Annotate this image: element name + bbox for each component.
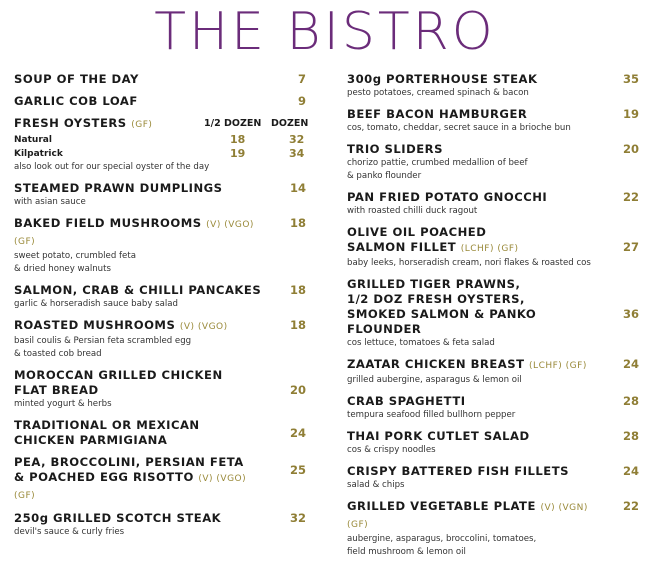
- menu-item-name: [14, 72, 306, 87]
- menu-item: [347, 225, 639, 270]
- oyster-label: Natural: [14, 135, 52, 145]
- menu-item-price: 20: [289, 383, 306, 397]
- menu-item-price: 24: [622, 464, 639, 478]
- description-line: basil coulis & Persian feta scrambled egg: [14, 336, 192, 346]
- menu-item-description: [347, 533, 639, 559]
- menu-item: [14, 72, 306, 87]
- menu-item-name-line: ZAATAR CHICKEN BREAST (LCHF) (GF): [347, 357, 587, 371]
- menu-item-name: [347, 499, 639, 533]
- menu-item: [14, 418, 306, 448]
- menu-item: [347, 429, 639, 457]
- menu-item-price: 22: [622, 190, 639, 204]
- description-line: cos & crispy noodles: [347, 445, 436, 455]
- description-line: cos lettuce, tomatoes & feta salad: [347, 338, 495, 348]
- dietary-tags: (LCHF) (GF): [529, 361, 587, 371]
- oyster-col-dozen: DOZEN: [271, 118, 309, 129]
- menu-title: THE BISTRO: [154, 2, 496, 62]
- menu-item-name-line: BEEF BACON HAMBURGER: [347, 107, 528, 121]
- description-line: minted yogurt & herbs: [14, 399, 112, 409]
- menu-item-name-line: TRIO SLIDERS: [347, 142, 443, 156]
- menu-item-price: 18: [289, 318, 306, 332]
- dietary-tags: (GF): [131, 120, 153, 130]
- menu-item-name: [14, 216, 306, 250]
- menu-item-name-line: SOUP OF THE DAY: [14, 72, 139, 86]
- dietary-tags: (V) (VGO) (GF): [14, 220, 254, 247]
- menu-item: [347, 142, 639, 183]
- menu-item-name-line: STEAMED PRAWN DUMPLINGS: [14, 181, 223, 195]
- menu-item-price: 18: [289, 216, 306, 230]
- menu-item-name: [14, 181, 306, 196]
- menu-item-description: [14, 298, 306, 311]
- menu-item: [347, 357, 639, 387]
- description-line: grilled aubergine, asparagus & lemon oil: [347, 375, 522, 385]
- menu-item-name-line: CHICKEN PARMIGIANA: [14, 433, 168, 447]
- dietary-tags: (V) (VGN) (GF): [347, 503, 588, 530]
- menu-item-name-line: FLAT BREAD: [14, 383, 99, 397]
- description-line: with asian sauce: [14, 197, 86, 207]
- menu-item: [14, 455, 306, 504]
- menu-item-name-line: SALMON, CRAB & CHILLI PANCAKES: [14, 283, 262, 297]
- menu-item-name: [14, 283, 306, 298]
- menu-item-price: 9: [297, 94, 306, 108]
- menu-item: [347, 72, 639, 100]
- menu-item: [14, 318, 306, 361]
- dietary-tags: (LCHF) (GF): [460, 244, 519, 254]
- right-menu-column: [347, 72, 639, 566]
- menu-item-description: [347, 205, 639, 218]
- description-line: aubergine, asparagus, broccolini, tomatoes,: [347, 534, 537, 544]
- menu-item-name: [347, 190, 639, 205]
- menu-item-name-line: PEA, BROCCOLINI, PERSIAN FETA: [14, 455, 244, 469]
- menu-item-price: 32: [289, 511, 306, 525]
- menu-item-name: [347, 225, 639, 257]
- menu-item-price: 35: [622, 72, 639, 86]
- menu-item-price: 24: [289, 425, 306, 440]
- menu-item-price: 20: [622, 142, 639, 156]
- menu-item-name: [347, 357, 639, 374]
- menu-item: [347, 107, 639, 135]
- description-line: baby leeks, horseradish cream, nori flakes & roasted cos: [347, 258, 591, 268]
- menu-item-name-line: SALMON FILLET (LCHF) (GF): [347, 240, 519, 254]
- menu-item-name-line: BAKED FIELD MUSHROOMS (V) (VGO) (GF): [14, 216, 254, 247]
- menu-item-description: [347, 409, 639, 422]
- menu-item-description: [347, 374, 639, 387]
- menu-item-price: 24: [622, 357, 639, 371]
- left-menu-column: [14, 72, 309, 546]
- menu-item: [14, 216, 306, 276]
- menu-item-description: [347, 87, 639, 100]
- menu-item-price: 36: [622, 307, 639, 321]
- menu-item-price: 28: [622, 429, 639, 443]
- oyster-note: also look out for our special oyster of the day: [14, 162, 210, 172]
- description-line: & panko flounder: [347, 171, 422, 181]
- menu-item-name-line: TRADITIONAL OR MEXICAN: [14, 418, 200, 432]
- description-line: pesto potatoes, creamed spinach & bacon: [347, 88, 529, 98]
- menu-item: [347, 499, 639, 559]
- menu-item: [14, 94, 306, 109]
- description-line: garlic & horseradish sauce baby salad: [14, 299, 178, 309]
- menu-item-price: 7: [297, 72, 306, 86]
- menu-item-price: 18: [289, 283, 306, 297]
- menu-item-name-line: GARLIC COB LOAF: [14, 94, 138, 108]
- menu-item-name: [14, 368, 306, 398]
- menu-item-name-line: MOROCCAN GRILLED CHICKEN: [14, 368, 223, 382]
- description-line: field mushroom & lemon oil: [347, 547, 466, 557]
- menu-item: [347, 277, 639, 350]
- description-line: salad & chips: [347, 480, 405, 490]
- menu-item-name-line: CRISPY BATTERED FISH FILLETS: [347, 464, 569, 478]
- menu-item-description: [347, 257, 639, 270]
- menu-item-name: [347, 464, 639, 479]
- menu-item-description: [14, 196, 306, 209]
- menu-item-description: [347, 444, 639, 457]
- menu-item: [14, 283, 306, 311]
- menu-item-price: 27: [622, 240, 639, 254]
- menu-item: [14, 116, 309, 174]
- menu-item-name: [347, 72, 639, 87]
- description-line: cos, tomato, cheddar, secret sauce in a brioche bun: [347, 123, 571, 133]
- menu-item-name: [14, 455, 306, 504]
- menu-item: [14, 181, 306, 209]
- menu-item-name: [347, 277, 639, 337]
- menu-item-name: [347, 107, 639, 122]
- menu-item-name-line: 1/2 DOZ FRESH OYSTERS,: [347, 292, 525, 306]
- menu-item-name-line: 300g PORTERHOUSE STEAK: [347, 72, 538, 86]
- oyster-half-dozen-price: 18: [230, 133, 246, 146]
- menu-item-name: [347, 394, 639, 409]
- menu-item-name-line: THAI PORK CUTLET SALAD: [347, 429, 530, 443]
- menu-item: [347, 394, 639, 422]
- menu-item-description: [347, 122, 639, 135]
- description-line: chorizo pattie, crumbed medallion of beef: [347, 158, 528, 168]
- oyster-row: [14, 133, 306, 147]
- dietary-tags: (V) (VGO): [179, 322, 228, 332]
- menu-item-description: [14, 250, 306, 276]
- menu-item-description: [14, 526, 306, 539]
- menu-item-price: 22: [622, 499, 639, 513]
- menu-item-name: [347, 142, 639, 157]
- description-line: sweet potato, crumbled feta: [14, 251, 136, 261]
- description-line: tempura seafood filled bullhorn pepper: [347, 410, 516, 420]
- menu-item-name-line: & POACHED EGG RISOTTO (V) (VGO) (GF): [14, 470, 247, 501]
- description-line: & toasted cob bread: [14, 349, 102, 359]
- menu-item-name-line: GRILLED VEGETABLE PLATE (V) (VGN) (GF): [347, 499, 588, 530]
- menu-item-name: [14, 116, 309, 133]
- menu-item-name-line: GRILLED TIGER PRAWNS,: [347, 277, 521, 291]
- menu-item-price: 19: [622, 107, 639, 121]
- menu-item-description: [347, 479, 639, 492]
- menu-item-name: [14, 318, 306, 335]
- menu-item-name-line: ROASTED MUSHROOMS (V) (VGO): [14, 318, 228, 332]
- menu-item-name-line: SMOKED SALMON & PANKO FLOUNDER: [347, 307, 537, 336]
- description-line: & dried honey walnuts: [14, 264, 111, 274]
- menu-item-description: [347, 337, 639, 350]
- menu-item: [347, 464, 639, 492]
- menu-item-name-line: OLIVE OIL POACHED: [347, 225, 487, 239]
- menu-item-description: [347, 157, 639, 183]
- menu-item-name: [14, 418, 306, 448]
- oyster-half-dozen-price: 19: [230, 147, 246, 160]
- oyster-label: Kilpatrick: [14, 149, 63, 159]
- oyster-dozen-price: 32: [289, 133, 305, 146]
- menu-item-name-line: 250g GRILLED SCOTCH STEAK: [14, 511, 222, 525]
- menu-item-name: [14, 94, 306, 109]
- description-line: with roasted chilli duck ragout: [347, 206, 478, 216]
- oyster-row: [14, 147, 306, 161]
- menu-item-price: 28: [622, 394, 639, 408]
- menu-item-name: [14, 511, 306, 526]
- menu-item-name-line: CRAB SPAGHETTI: [347, 394, 466, 408]
- menu-item-price: 25: [289, 462, 306, 477]
- menu-item-name-line: PAN FRIED POTATO GNOCCHI: [347, 190, 548, 204]
- dietary-tags: (V) (VGO) (GF): [14, 474, 247, 501]
- menu-item-name: [347, 429, 639, 444]
- oyster-dozen-price: 34: [289, 147, 305, 160]
- menu-item: [14, 511, 306, 539]
- menu-item: [14, 368, 306, 411]
- menu-item-description: [14, 335, 306, 361]
- menu-item-price: 14: [289, 181, 306, 195]
- description-line: devil's sauce & curly fries: [14, 527, 125, 537]
- menu-item-description: [14, 398, 306, 411]
- menu-item: [347, 190, 639, 218]
- menu-item-name-line: FRESH OYSTERS (GF): [14, 116, 153, 130]
- oyster-col-half-dozen: 1/2 DOZEN: [204, 118, 262, 129]
